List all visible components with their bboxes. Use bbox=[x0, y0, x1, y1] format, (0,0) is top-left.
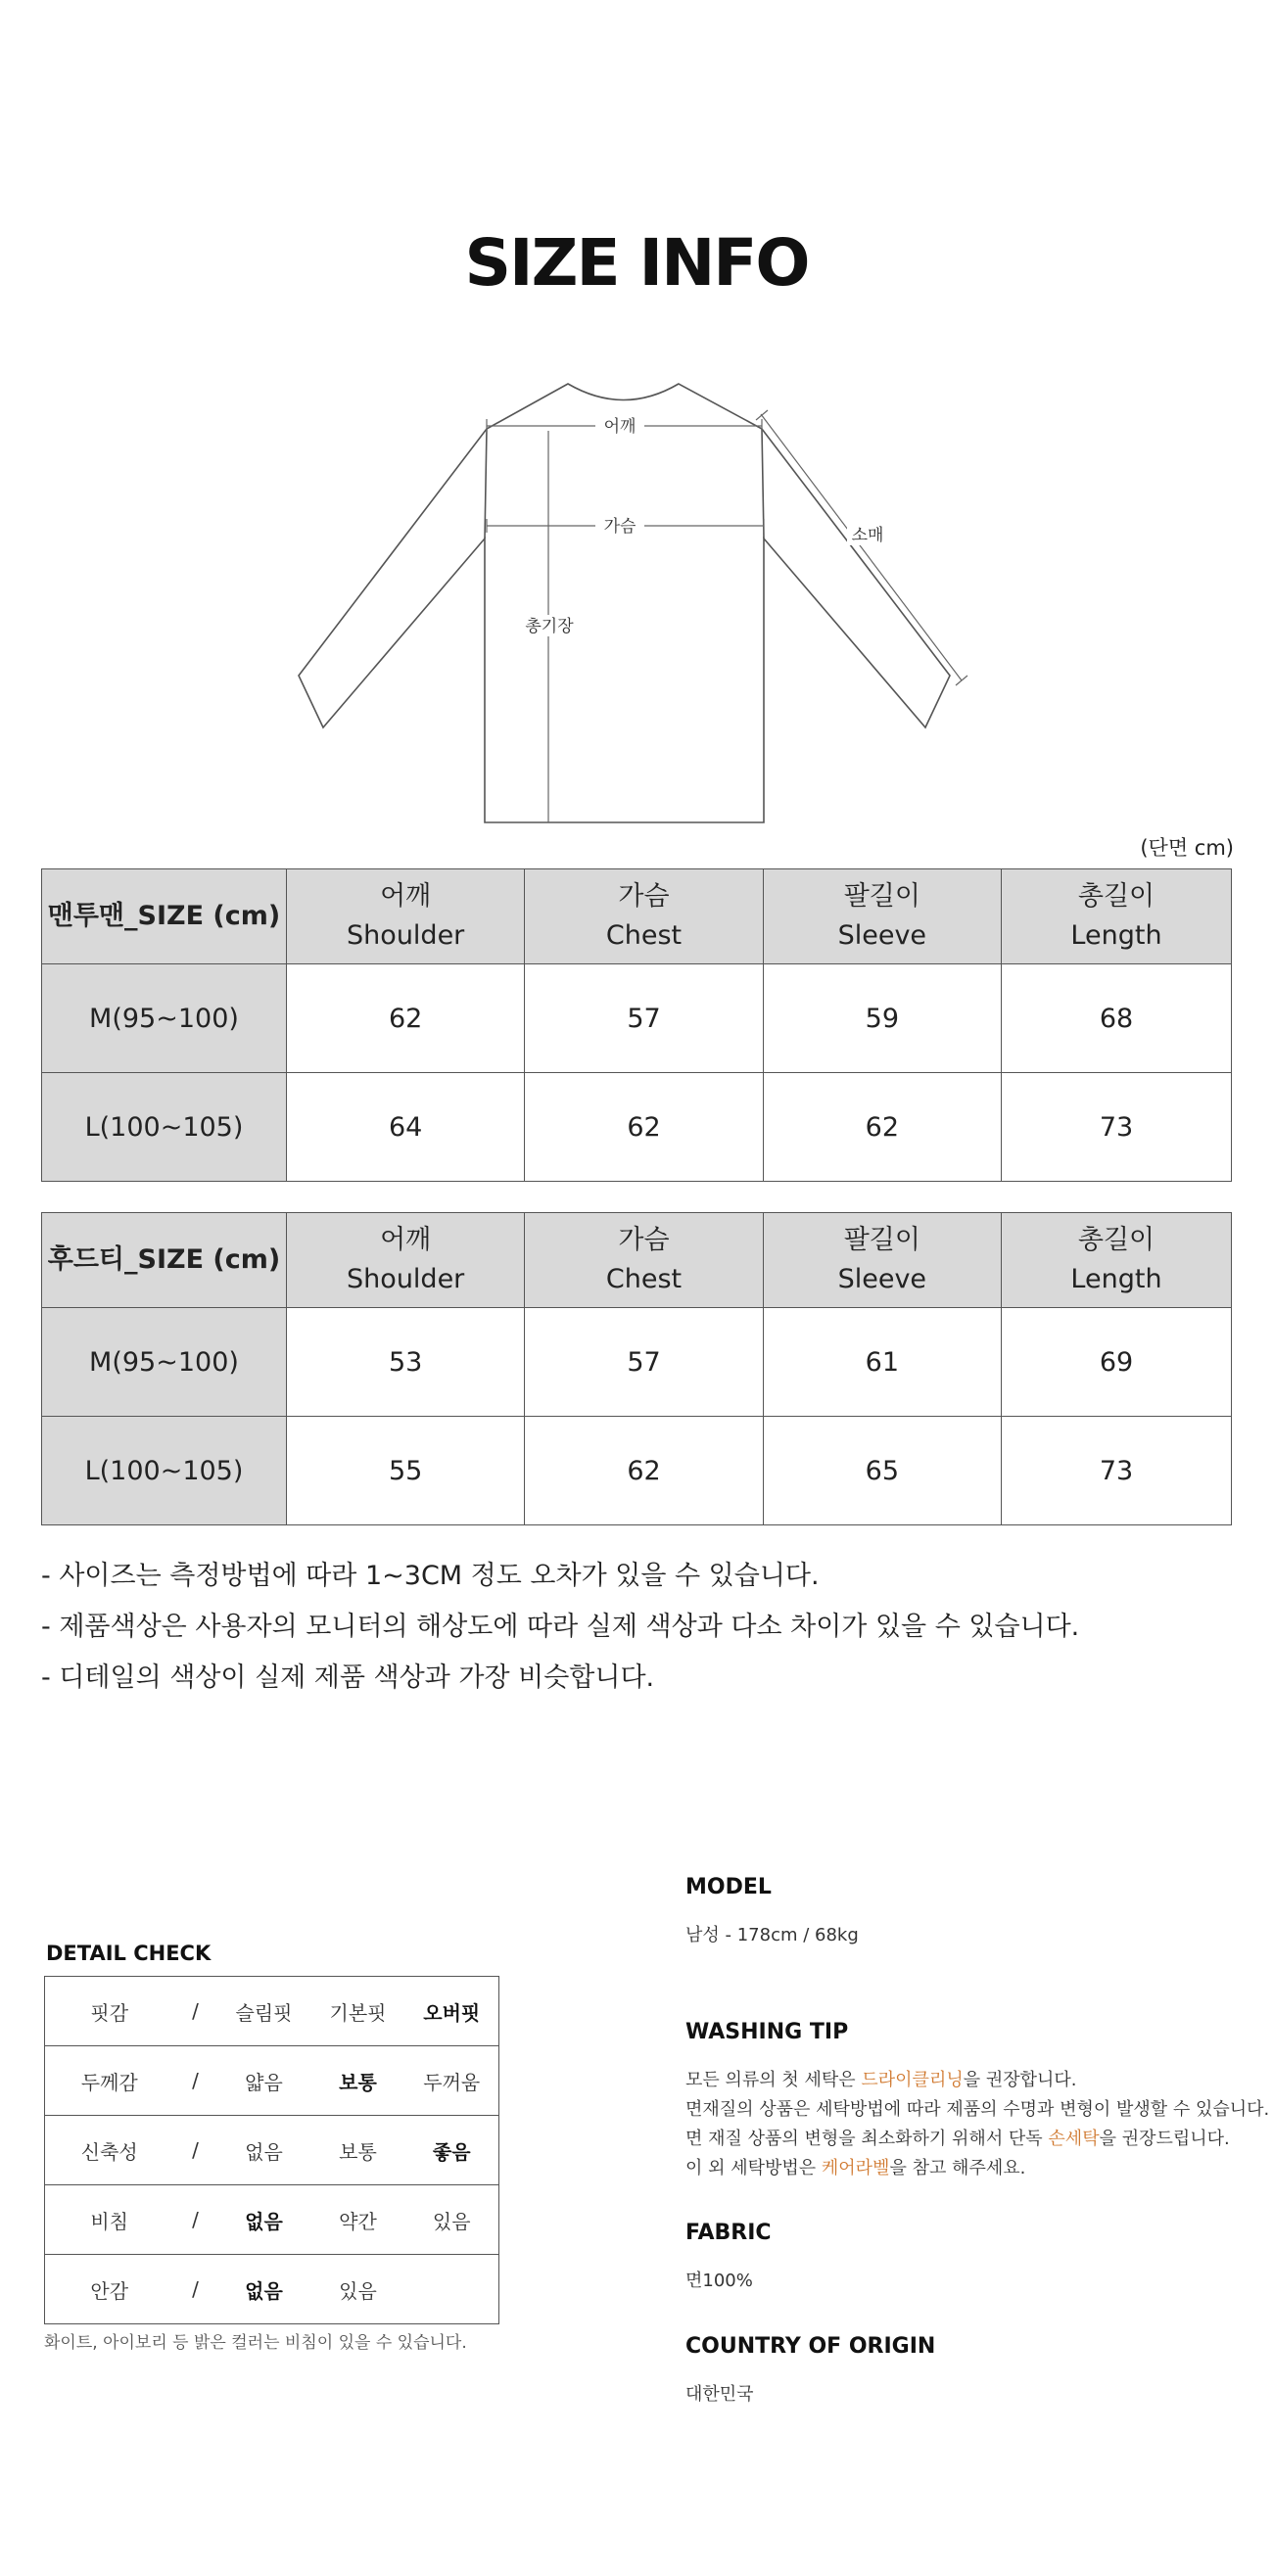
size-label: M(95~100) bbox=[42, 964, 287, 1073]
washing-highlight: 케어라벨 bbox=[821, 2158, 890, 2178]
detail-option-selected: 없음 bbox=[245, 2278, 283, 2303]
table-cell: 57 bbox=[525, 1308, 763, 1417]
chest-label: 가슴 bbox=[603, 517, 636, 537]
length-label: 총기장 bbox=[525, 617, 574, 636]
table-cell: 65 bbox=[763, 1417, 1001, 1525]
detail-check-table bbox=[44, 1976, 499, 2324]
detail-name: 안감 bbox=[90, 2278, 129, 2303]
detail-check-title: DETAIL CHECK bbox=[46, 1942, 212, 1965]
header-chest: 가슴 Chest bbox=[525, 869, 763, 964]
model-text: 남성 - 178cm / 68kg bbox=[685, 1925, 859, 1945]
size-notes bbox=[41, 1557, 1079, 1710]
table-cell: 55 bbox=[287, 1417, 525, 1525]
table-cell: 53 bbox=[287, 1308, 525, 1417]
sweatshirt-outline-icon bbox=[299, 384, 950, 822]
detail-separator: / bbox=[192, 2277, 199, 2301]
detail-option: 약간 bbox=[311, 2185, 405, 2255]
model-title: MODEL bbox=[685, 1875, 772, 1899]
size-label: M(95~100) bbox=[42, 1308, 287, 1417]
header-length: 총길이 Length bbox=[1002, 869, 1232, 964]
table-cell: 62 bbox=[525, 1417, 763, 1525]
washing-tip-title: WASHING TIP bbox=[685, 2020, 849, 2044]
table-row bbox=[42, 1417, 1232, 1525]
table-header-row bbox=[42, 869, 1232, 964]
note-item: - 제품색상은 사용자의 모니터의 해상도에 따라 실제 색상과 다소 차이가 있을 수 있습니다. bbox=[41, 1612, 1080, 1642]
detail-option: 보통 bbox=[311, 2116, 405, 2185]
detail-row bbox=[45, 1977, 499, 2046]
table-corner: 맨투맨_SIZE (cm) bbox=[42, 869, 287, 964]
table-cell: 73 bbox=[1002, 1417, 1232, 1525]
detail-option-selected: 없음 bbox=[217, 2185, 311, 2255]
hoodie-size-table bbox=[41, 1212, 1232, 1525]
detail-option: 얇음 bbox=[217, 2046, 311, 2116]
table-cell: 64 bbox=[287, 1073, 525, 1182]
washing-line: 이 외 세탁방법은 케어라벨을 참고 해주세요. bbox=[685, 2158, 1026, 2178]
table-corner: 후드티_SIZE (cm) bbox=[42, 1213, 287, 1308]
shoulder-label: 어깨 bbox=[603, 417, 636, 437]
detail-separator: / bbox=[174, 1977, 217, 2046]
detail-option-selected: 오버핏 bbox=[405, 1977, 499, 2046]
origin-title: COUNTRY OF ORIGIN bbox=[685, 2334, 936, 2359]
detail-option bbox=[405, 2255, 499, 2324]
note-item: - 사이즈는 측정방법에 따라 1~3CM 정도 오차가 있을 수 있습니다. bbox=[41, 1561, 820, 1591]
table-row bbox=[42, 1073, 1232, 1182]
note-item: - 디테일의 색상이 실제 제품 색상과 가장 비슷합니다. bbox=[41, 1663, 655, 1693]
detail-option: 두꺼움 bbox=[405, 2046, 499, 2116]
detail-option-selected: 좋음 bbox=[405, 2116, 499, 2185]
table-row bbox=[42, 1308, 1232, 1417]
detail-row bbox=[45, 2255, 499, 2324]
detail-name: 두께감 bbox=[45, 2046, 174, 2116]
detail-option: 없음 bbox=[217, 2116, 311, 2185]
detail-check-note: 화이트, 아이보리 등 밝은 컬러는 비침이 있을 수 있습니다. bbox=[44, 2333, 467, 2353]
page-title: SIZE INFO bbox=[464, 225, 809, 301]
table-cell: 69 bbox=[1002, 1308, 1232, 1417]
detail-option: 있음 bbox=[339, 2278, 377, 2303]
detail-separator: / bbox=[174, 2046, 217, 2116]
detail-separator: / bbox=[174, 2185, 217, 2255]
fabric-section bbox=[685, 2221, 772, 2292]
table-cell: 68 bbox=[1002, 964, 1232, 1073]
table-cell: 62 bbox=[525, 1073, 763, 1182]
header-sleeve: 팔길이 Sleeve bbox=[763, 869, 1001, 964]
detail-separator: / bbox=[174, 2116, 217, 2185]
unit-note: (단면 cm) bbox=[1140, 836, 1234, 860]
fabric-title: FABRIC bbox=[685, 2221, 772, 2245]
table-cell: 59 bbox=[763, 964, 1001, 1073]
model-section bbox=[685, 1875, 859, 1946]
detail-name: 핏감 bbox=[45, 1977, 174, 2046]
sleeve-label: 소매 bbox=[851, 526, 884, 545]
fabric-text: 면100% bbox=[685, 2271, 753, 2291]
detail-option: 있음 bbox=[405, 2185, 499, 2255]
origin-text: 대한민국 bbox=[685, 2384, 754, 2405]
detail-option: 슬림핏 bbox=[217, 1977, 311, 2046]
sweatshirt-size-table bbox=[41, 868, 1232, 1182]
header-chest: 가슴 Chest bbox=[525, 1213, 763, 1308]
size-label: L(100~105) bbox=[42, 1417, 287, 1525]
size-label: L(100~105) bbox=[42, 1073, 287, 1182]
washing-line: 면 재질 상품의 변형을 최소화하기 위해서 단독 손세탁을 권장드립니다. bbox=[685, 2129, 1230, 2149]
washing-highlight: 손세탁 bbox=[1048, 2129, 1100, 2149]
table-cell: 62 bbox=[763, 1073, 1001, 1182]
origin-section bbox=[685, 2334, 935, 2406]
header-sleeve: 팔길이 Sleeve bbox=[763, 1213, 1001, 1308]
detail-row bbox=[45, 2185, 499, 2255]
header-shoulder: 어깨 Shoulder bbox=[287, 869, 525, 964]
table-cell: 57 bbox=[525, 964, 763, 1073]
washing-line: 모든 의류의 첫 세탁은 드라이클리닝을 권장합니다. bbox=[685, 2070, 1077, 2090]
washing-tip-section bbox=[685, 2020, 1269, 2183]
detail-option-selected: 보통 bbox=[311, 2046, 405, 2116]
washing-line: 면재질의 상품은 세탁방법에 따라 제품의 수명과 변형이 발생할 수 있습니다. bbox=[685, 2099, 1270, 2120]
detail-name: 비침 bbox=[45, 2185, 174, 2255]
table-cell: 61 bbox=[763, 1308, 1001, 1417]
table-cell: 73 bbox=[1002, 1073, 1232, 1182]
table-header-row bbox=[42, 1213, 1232, 1308]
washing-highlight: 드라이클리닝 bbox=[861, 2070, 964, 2090]
detail-name: 신축성 bbox=[45, 2116, 174, 2185]
header-shoulder: 어깨 Shoulder bbox=[287, 1213, 525, 1308]
detail-row bbox=[45, 2046, 499, 2116]
table-cell: 62 bbox=[287, 964, 525, 1073]
detail-row bbox=[45, 2116, 499, 2185]
table-row bbox=[42, 964, 1232, 1073]
header-length: 총길이 Length bbox=[1002, 1213, 1232, 1308]
garment-measure-diagram bbox=[284, 377, 969, 837]
detail-option: 기본핏 bbox=[311, 1977, 405, 2046]
